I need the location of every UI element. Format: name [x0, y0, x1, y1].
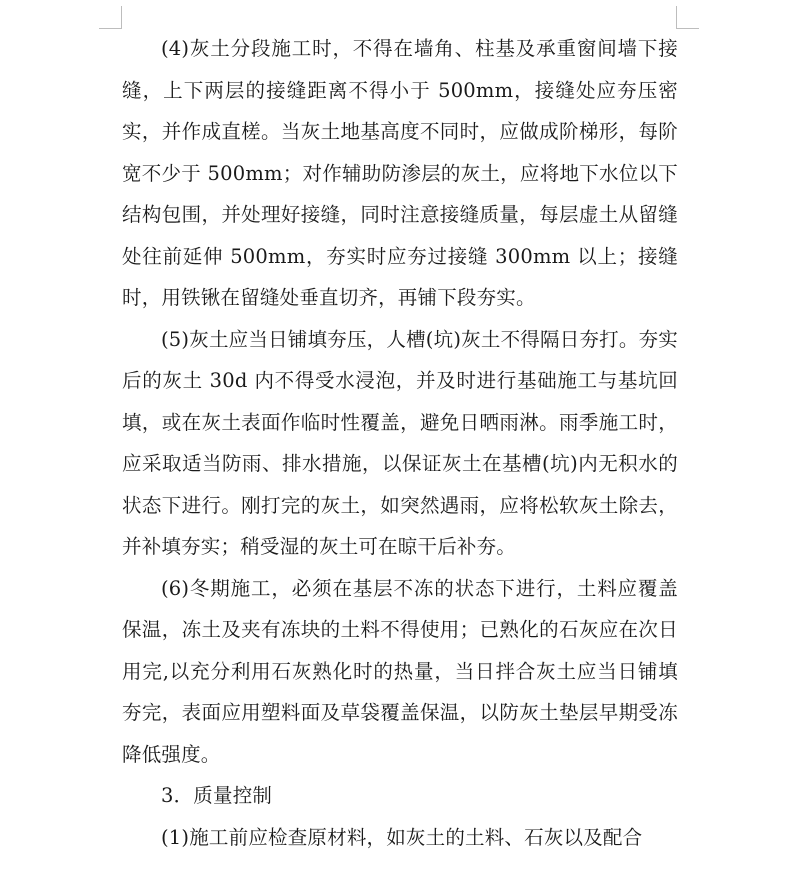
- paragraph-1-partial: (1)施工前应检查原材料，如灰土的土料、石灰以及配合: [161, 825, 643, 849]
- margin-mark-top-left: [99, 6, 122, 29]
- paragraph-4: (4)灰土分段施工时，不得在墙角、柱基及承重窗间墙下接缝，上下两层的接缝距离不得小于 500mm，接缝处应夯压密实，并作成直槎。当灰土地基高度不同时，应做成阶梯形，每阶宽不少于 500mm；对作辅助防渗层的灰土，应将地下水位以下结构包围，并处理好接缝，同时注意接缝质量，每层虚土从留缝处往前延伸 500mm，夯实时应夯过接缝 300mm 以上；接缝时，用铁锹在留缝处垂直切齐，再铺下段夯实。: [122, 37, 678, 309]
- paragraph-5: (5)灰土应当日铺填夯压，人槽(坑)灰土不得隔日夯打。夯实后的灰土 30d 内不得受水浸泡，并及时进行基础施工与基坑回填，或在灰土表面作临时性覆盖，避免日晒雨淋。雨季施工时，应采取适当防雨、排水措施，以保证灰土在基槽(坑)内无积水的状态下进行。刚打完的灰土，如突然遇雨，应将松软灰土除去，并补填夯实；稍受湿的灰土可在晾干后补夯。: [122, 327, 678, 558]
- document-body: [122, 28, 678, 858]
- paragraph-6: (6)冬期施工，必须在基层不冻的状态下进行，土料应覆盖保温，冻土及夹有冻块的土料不得使用；已熟化的石灰应在次日用完,以充分利用石灰熟化时的热量，当日拌合灰土应当日铺填夯完，表面应用塑料面及草袋覆盖保温，以防灰土垫层早期受冻降低强度。: [122, 576, 678, 766]
- section-heading-quality-control: 3．质量控制: [161, 784, 273, 807]
- margin-mark-top-right: [676, 6, 699, 29]
